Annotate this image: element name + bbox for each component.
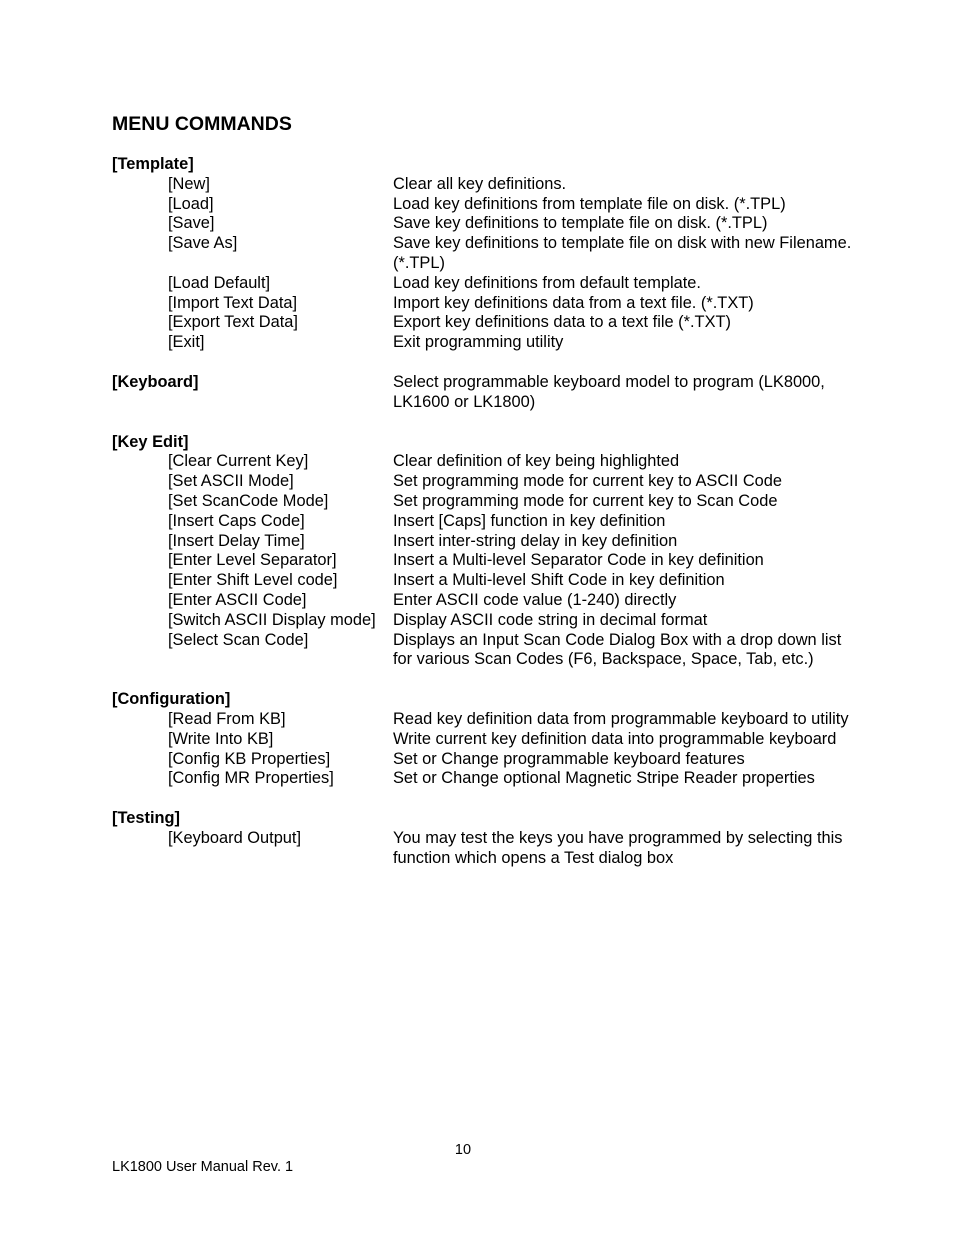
command-row <box>112 769 852 789</box>
command-name: [Switch ASCII Display mode] <box>168 610 376 629</box>
command-name: [Load Default] <box>168 273 271 292</box>
command-description: Export key definitions data to a text file (*.TXT) <box>393 313 731 332</box>
command-name: [Enter Level Separator] <box>168 551 337 570</box>
configuration-heading: [Configuration] <box>112 690 231 709</box>
command-description: Clear definition of key being highlighted <box>393 452 680 471</box>
command-description: You may test the keys you have programmed by selecting this function which opens a Test dialog box <box>393 828 843 867</box>
command-description: Enter ASCII code value (1-240) directly <box>393 590 677 609</box>
template-heading: [Template] <box>112 155 194 173</box>
command-description: Exit programming utility <box>393 333 564 352</box>
command-row <box>112 631 852 671</box>
command-description: Read key definition data from programmable keyboard to utility <box>393 709 849 728</box>
command-row <box>112 274 852 294</box>
keyboard-section <box>112 373 852 413</box>
command-description: Write current key definition data into programmable keyboard <box>393 729 837 748</box>
command-description: Insert a Multi-level Shift Code in key definition <box>393 571 725 590</box>
command-row <box>112 294 852 314</box>
command-name: [Config MR Properties] <box>168 769 334 788</box>
command-name: [Clear Current Key] <box>168 452 309 471</box>
command-row <box>112 373 852 413</box>
command-row <box>112 333 852 353</box>
command-name: [Import Text Data] <box>168 293 298 312</box>
testing-section <box>112 809 852 868</box>
command-row <box>112 532 852 552</box>
command-row <box>112 512 852 532</box>
command-description: Save key definitions to template file on disk. (*.TPL) <box>393 214 768 233</box>
command-description: Save key definitions to template file on disk with new Filename. (*.TPL) <box>393 234 852 272</box>
command-name: [Keyboard Output] <box>168 828 302 847</box>
template-section <box>112 155 852 353</box>
command-description: Select programmable keyboard model to program (LK8000, LK1600 or LK1800) <box>393 372 825 411</box>
command-row <box>112 492 852 512</box>
command-description: Insert inter-string delay in key definition <box>393 531 678 550</box>
command-row <box>112 750 852 770</box>
command-name: [Load] <box>168 194 214 213</box>
command-name: [Enter ASCII Code] <box>168 590 307 609</box>
command-name: [Set ASCII Mode] <box>168 472 294 491</box>
command-row <box>112 611 852 631</box>
configuration-section <box>112 690 852 789</box>
command-description: Clear all key definitions. <box>393 174 567 193</box>
command-description: Set programming mode for current key to Scan Code <box>393 491 778 510</box>
command-description: Insert [Caps] function in key definition <box>393 511 666 530</box>
command-name: [Enter Shift Level code] <box>168 571 338 590</box>
command-name: [Set ScanCode Mode] <box>168 491 329 510</box>
command-description: Load key definitions from default template. <box>393 273 701 292</box>
command-row <box>112 710 852 730</box>
command-name: [Read From KB] <box>168 709 286 728</box>
command-description: Display ASCII code string in decimal format <box>393 610 708 629</box>
command-row <box>112 472 852 492</box>
command-description: Displays an Input Scan Code Dialog Box with a drop down list for various Scan Codes (F6, Backspace, Space, Tab, etc.) <box>393 630 842 669</box>
command-name: [Export Text Data] <box>168 313 298 332</box>
command-description: Set or Change optional Magnetic Stripe Reader properties <box>393 769 815 788</box>
command-name: [Select Scan Code] <box>168 630 309 649</box>
command-row <box>112 175 852 195</box>
command-row <box>112 829 852 869</box>
command-row <box>112 234 852 274</box>
command-name: [Write Into KB] <box>168 729 274 748</box>
command-description: Load key definitions from template file on disk. (*.TPL) <box>393 194 786 213</box>
command-row <box>112 591 852 611</box>
command-row <box>112 571 852 591</box>
footer-manual-title: LK1800 User Manual Rev. 1 <box>112 1159 294 1175</box>
command-description: Set or Change programmable keyboard features <box>393 749 745 768</box>
command-row <box>112 195 852 215</box>
key-edit-heading: [Key Edit] <box>112 432 189 451</box>
testing-heading: [Testing] <box>112 809 180 828</box>
key-edit-section <box>112 433 852 671</box>
keyboard-heading: [Keyboard] <box>112 372 199 391</box>
command-name: [Exit] <box>168 333 205 352</box>
command-name: [Save As] <box>168 234 238 253</box>
command-description: Import key definitions data from a text file. (*.TXT) <box>393 293 754 312</box>
command-row <box>112 214 852 234</box>
command-name: [Config KB Properties] <box>168 749 331 768</box>
command-row <box>112 551 852 571</box>
command-name: [New] <box>168 174 210 193</box>
command-row <box>112 730 852 750</box>
page-number: 10 <box>454 1142 472 1158</box>
command-name: [Save] <box>168 214 215 233</box>
menu-commands-list <box>112 155 852 889</box>
page-title: MENU COMMANDS <box>112 113 292 135</box>
command-description: Set programming mode for current key to ASCII Code <box>393 472 782 491</box>
command-row <box>112 452 852 472</box>
command-description: Insert a Multi-level Separator Code in key definition <box>393 551 764 570</box>
command-name: [Insert Delay Time] <box>168 531 305 550</box>
command-row <box>112 313 852 333</box>
command-name: [Insert Caps Code] <box>168 511 305 530</box>
